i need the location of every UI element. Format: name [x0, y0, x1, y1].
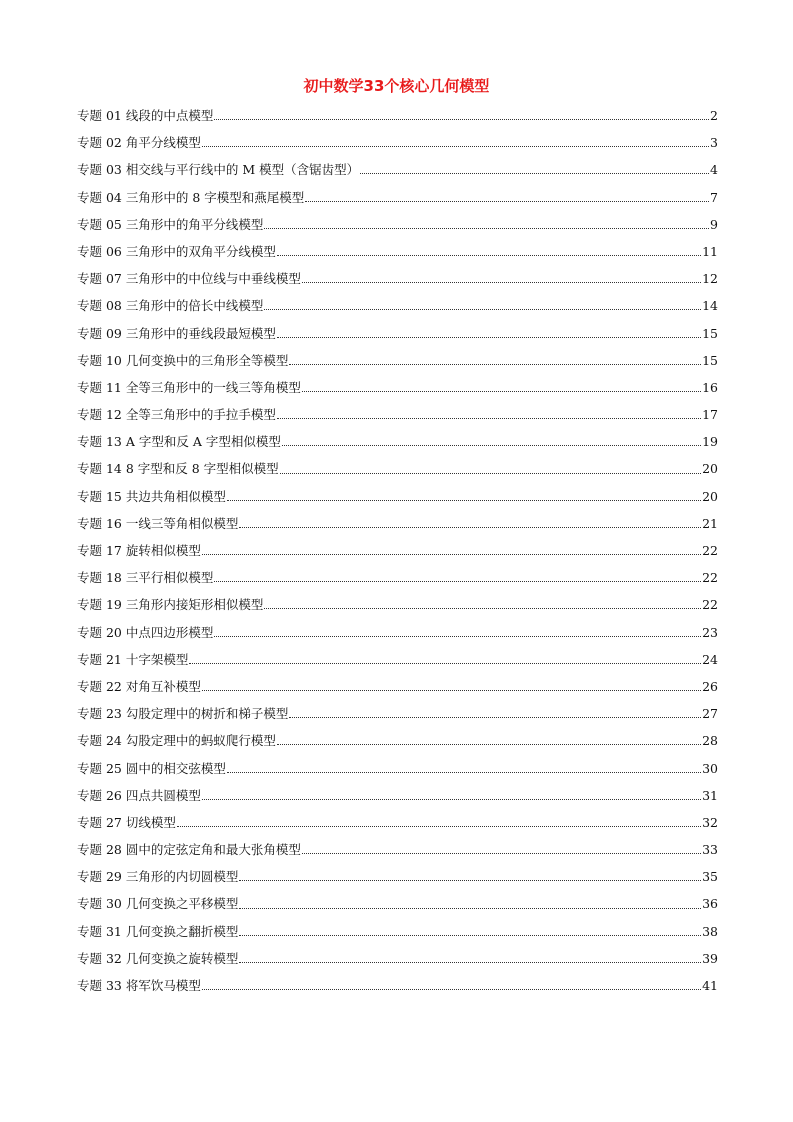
toc-entry[interactable] — [77, 972, 718, 999]
toc-entry[interactable] — [77, 890, 718, 917]
toc-entry-label: 专题 33 将军饮马模型 — [77, 978, 201, 993]
dot-leader — [189, 663, 701, 664]
toc-entry[interactable] — [77, 727, 718, 754]
toc-entry[interactable] — [77, 455, 718, 482]
toc-entry[interactable] — [77, 591, 718, 618]
toc-entry-page-number: 21 — [702, 515, 718, 531]
toc-entry-page-number: 20 — [702, 461, 718, 477]
table-of-contents — [77, 102, 718, 999]
dot-leader — [239, 908, 701, 909]
toc-entry[interactable] — [77, 320, 718, 347]
toc-entry-label: 专题 18 三平行相似模型 — [77, 570, 214, 586]
toc-entry-page-number: 15 — [702, 352, 718, 368]
toc-entry-page-number: 4 — [710, 162, 718, 178]
dot-leader — [277, 255, 701, 256]
toc-entry-label: 专题 07 三角形中的中位线与中垂线模型 — [77, 271, 301, 287]
toc-entry-page-number: 39 — [702, 950, 718, 966]
dot-leader — [177, 826, 701, 827]
toc-entry[interactable] — [77, 782, 718, 809]
toc-entry-page-number: 35 — [702, 869, 718, 885]
dot-leader — [202, 554, 701, 555]
toc-entry-label: 专题 06 三角形中的双角平分线模型 — [77, 243, 276, 259]
toc-entry-page-number: 22 — [702, 543, 718, 558]
toc-entry[interactable] — [77, 945, 718, 972]
toc-entry-page-number: 27 — [702, 706, 718, 722]
toc-entry[interactable] — [77, 428, 718, 455]
toc-entry-page-number: 14 — [702, 298, 718, 314]
toc-entry-page-number: 2 — [710, 108, 718, 123]
dot-leader — [277, 744, 701, 745]
toc-entry-page-number: 20 — [702, 488, 718, 504]
dot-leader — [214, 119, 709, 120]
dot-leader — [282, 445, 701, 446]
toc-entry[interactable] — [77, 564, 718, 591]
toc-entry-page-number: 16 — [702, 379, 718, 395]
toc-entry[interactable] — [77, 700, 718, 727]
toc-entry-page-number: 19 — [702, 434, 718, 450]
toc-entry[interactable] — [77, 537, 718, 564]
dot-leader — [239, 962, 701, 963]
toc-entry-label: 专题 31 几何变换之翻折模型 — [77, 923, 239, 939]
toc-entry-label: 专题 32 几何变换之旋转模型 — [77, 950, 239, 966]
toc-entry[interactable] — [77, 292, 718, 319]
dot-leader — [239, 527, 701, 528]
toc-entry-page-number: 38 — [702, 923, 718, 939]
toc-entry-page-number: 22 — [702, 597, 718, 613]
dot-leader — [264, 608, 701, 609]
toc-entry[interactable] — [77, 646, 718, 673]
toc-entry-label: 专题 16 一线三等角相似模型 — [77, 515, 239, 531]
toc-title: 初中数学33个核心几何模型 — [303, 77, 490, 95]
dot-leader — [227, 772, 701, 773]
dot-leader — [214, 581, 701, 582]
toc-entry-label: 专题 11 全等三角形中的一线三等角模型 — [77, 379, 301, 395]
toc-entry-page-number: 7 — [710, 189, 718, 205]
toc-entry-page-number: 41 — [702, 978, 718, 993]
toc-entry-label: 专题 30 几何变换之平移模型 — [77, 896, 239, 912]
dot-leader — [202, 799, 701, 800]
toc-entry[interactable] — [77, 102, 718, 129]
toc-entry-label: 专题 08 三角形中的倍长中线模型 — [77, 298, 264, 314]
dot-leader — [277, 337, 701, 338]
toc-entry-page-number: 28 — [702, 733, 718, 749]
toc-entry[interactable] — [77, 347, 718, 374]
toc-entry[interactable] — [77, 836, 718, 863]
toc-entry-label: 专题 24 勾股定理中的蚂蚁爬行模型 — [77, 733, 276, 749]
dot-leader — [264, 309, 701, 310]
dot-leader — [264, 228, 709, 229]
toc-entry-label: 专题 23 勾股定理中的树折和梯子模型 — [77, 706, 289, 722]
dot-leader — [202, 989, 701, 990]
toc-entry-label: 专题 25 圆中的相交弦模型 — [77, 760, 226, 776]
toc-entry-page-number: 17 — [702, 407, 718, 423]
toc-entry-label: 专题 27 切线模型 — [77, 814, 176, 830]
dot-leader — [277, 418, 701, 419]
toc-entry-label: 专题 21 十字架模型 — [77, 651, 189, 667]
toc-entry-page-number: 3 — [710, 135, 718, 151]
toc-entry-page-number: 24 — [702, 651, 718, 667]
toc-entry[interactable] — [77, 265, 718, 292]
toc-entry-label: 专题 12 全等三角形中的手拉手模型 — [77, 407, 276, 423]
toc-entry-label: 专题 10 几何变换中的三角形全等模型 — [77, 352, 289, 368]
toc-entry-label: 专题 19 三角形内接矩形相似模型 — [77, 597, 264, 613]
toc-entry-page-number: 26 — [702, 678, 718, 694]
toc-entry-page-number: 9 — [710, 216, 718, 232]
dot-leader — [214, 636, 701, 637]
dot-leader — [289, 717, 701, 718]
toc-entry-page-number: 33 — [702, 842, 718, 858]
toc-entry-label: 专题 20 中点四边形模型 — [77, 624, 214, 640]
toc-entry[interactable] — [77, 374, 718, 401]
toc-entry-page-number: 36 — [702, 896, 718, 912]
toc-entry-label: 专题 13 A 字型和反 A 字型相似模型 — [77, 434, 281, 450]
toc-entry[interactable] — [77, 211, 718, 238]
toc-entry-page-number: 31 — [702, 787, 718, 803]
toc-entry-page-number: 22 — [702, 570, 718, 586]
toc-entry-label: 专题 22 对角互补模型 — [77, 678, 201, 694]
toc-entry-label: 专题 04 三角形中的 8 字模型和燕尾模型 — [77, 189, 305, 205]
dot-leader — [289, 364, 701, 365]
dot-leader — [360, 173, 709, 174]
dot-leader — [202, 690, 701, 691]
toc-entry-label: 专题 17 旋转相似模型 — [77, 543, 201, 558]
toc-entry[interactable] — [77, 755, 718, 782]
toc-entry[interactable] — [77, 673, 718, 700]
toc-entry-label: 专题 15 共边共角相似模型 — [77, 488, 226, 504]
toc-entry[interactable] — [77, 238, 718, 265]
toc-entry-page-number: 11 — [702, 243, 718, 259]
dot-leader — [239, 880, 701, 881]
dot-leader — [227, 500, 701, 501]
toc-entry-label: 专题 29 三角形的内切圆模型 — [77, 869, 239, 885]
dot-leader — [302, 391, 701, 392]
dot-leader — [239, 935, 701, 936]
toc-entry-label: 专题 01 线段的中点模型 — [77, 108, 214, 123]
toc-entry[interactable] — [77, 619, 718, 646]
toc-entry[interactable] — [77, 156, 718, 183]
toc-entry-label: 专题 02 角平分线模型 — [77, 135, 201, 151]
toc-entry-label: 专题 05 三角形中的角平分线模型 — [77, 216, 264, 232]
dot-leader — [302, 282, 701, 283]
toc-entry-label: 专题 28 圆中的定弦定角和最大张角模型 — [77, 842, 301, 858]
toc-entry[interactable] — [77, 809, 718, 836]
toc-entry[interactable] — [77, 401, 718, 428]
toc-entry[interactable] — [77, 129, 718, 156]
toc-entry-label: 专题 03 相交线与平行线中的 M 模型（含锯齿型） — [77, 162, 360, 178]
toc-entry-page-number: 15 — [702, 325, 718, 341]
dot-leader — [202, 146, 709, 147]
toc-entry-page-number: 12 — [702, 271, 718, 287]
toc-entry-page-number: 30 — [702, 760, 718, 776]
toc-entry-label: 专题 09 三角形中的垂线段最短模型 — [77, 325, 276, 341]
dot-leader — [302, 853, 701, 854]
toc-entry[interactable] — [77, 510, 718, 537]
toc-entry[interactable] — [77, 184, 718, 211]
toc-entry[interactable] — [77, 863, 718, 890]
toc-entry-page-number: 32 — [702, 814, 718, 830]
toc-entry-label: 专题 26 四点共圆模型 — [77, 787, 201, 803]
dot-leader — [305, 201, 709, 202]
toc-entry-label: 专题 14 8 字型和反 8 字型相似模型 — [77, 461, 279, 477]
toc-entry[interactable] — [77, 483, 718, 510]
dot-leader — [280, 473, 701, 474]
toc-entry-page-number: 23 — [702, 624, 718, 640]
toc-entry[interactable] — [77, 918, 718, 945]
